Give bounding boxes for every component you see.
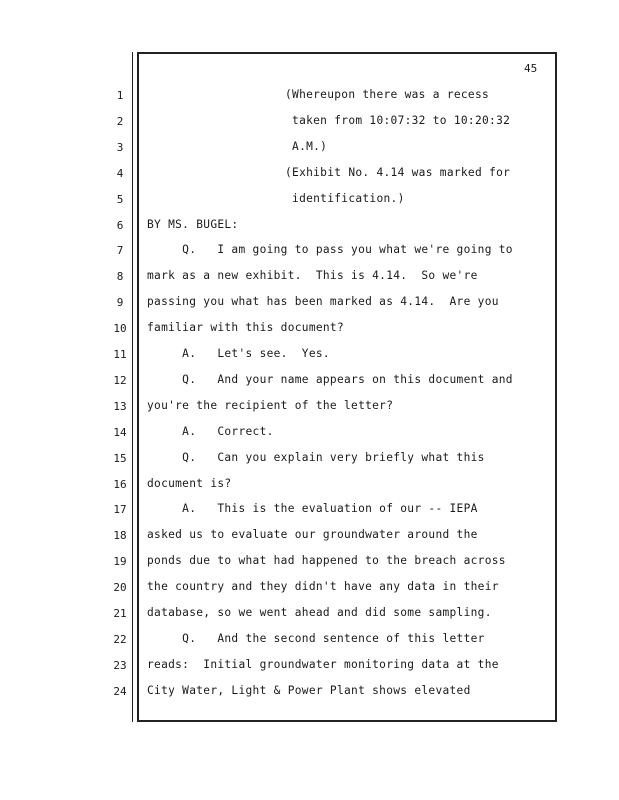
transcript-line: Q. Can you explain very briefly what this xyxy=(147,450,485,464)
transcript-line: the country and they didn't have any data in their xyxy=(147,580,499,594)
line-number: 20 xyxy=(113,581,127,595)
transcript-line: asked us to evaluate our groundwater around the xyxy=(147,528,478,542)
transcript-line: (Exhibit No. 4.14 was marked for xyxy=(285,165,511,179)
transcript-line: A. Let's see. Yes. xyxy=(147,347,330,360)
transcript-line: ponds due to what had happened to the breach across xyxy=(147,554,506,568)
line-number: 2 xyxy=(116,114,124,128)
line-number: 4 xyxy=(116,166,124,180)
transcript-line: familiar with this document? xyxy=(147,321,344,335)
transcript-page-frame xyxy=(137,52,557,722)
line-number: 24 xyxy=(113,684,127,698)
transcript-line: document is? xyxy=(147,476,232,490)
line-number: 11 xyxy=(113,348,127,361)
line-number: 21 xyxy=(113,607,127,620)
line-number: 13 xyxy=(113,399,127,413)
transcript-line: A.M.) xyxy=(285,139,328,153)
transcript-line: you're the recipient of the letter? xyxy=(147,398,394,412)
transcript-line: City Water, Light & Power Plant shows elevated xyxy=(147,683,471,697)
line-number: 22 xyxy=(113,632,127,646)
line-number: 9 xyxy=(116,296,124,310)
page-number: 45 xyxy=(524,62,538,75)
line-number: 14 xyxy=(113,425,127,439)
line-number: 7 xyxy=(116,244,124,258)
line-number: 10 xyxy=(113,322,127,336)
transcript-line: Q. And the second sentence of this letter xyxy=(147,631,485,645)
line-number: 1 xyxy=(116,89,124,102)
line-number: 23 xyxy=(113,658,127,672)
transcript-line: passing you what has been marked as 4.14. Are you xyxy=(147,295,499,309)
transcript-line: BY MS. BUGEL: xyxy=(147,217,239,231)
transcript-line: identification.) xyxy=(285,191,405,205)
line-number: 18 xyxy=(113,529,127,543)
line-number: 12 xyxy=(113,373,127,387)
transcript-line: A. Correct. xyxy=(147,424,274,438)
transcript-line: Q. And your name appears on this document and xyxy=(147,372,513,386)
transcript-line: (Whereupon there was a recess xyxy=(285,88,490,101)
transcript-line: database, so we went ahead and did some sampling. xyxy=(147,606,492,619)
line-number: 15 xyxy=(113,451,127,465)
line-number: 17 xyxy=(113,503,127,517)
transcript-line: A. This is the evaluation of our -- IEPA xyxy=(147,502,478,516)
line-number: 5 xyxy=(116,192,124,206)
line-number: 16 xyxy=(113,477,127,491)
line-number: 19 xyxy=(113,555,127,569)
line-number: 8 xyxy=(116,270,124,284)
transcript-line: reads: Initial groundwater monitoring data at the xyxy=(147,657,499,671)
transcript-line: Q. I am going to pass you what we're going to xyxy=(147,243,513,257)
transcript-line: taken from 10:07:32 to 10:20:32 xyxy=(285,113,511,127)
transcript-line: mark as a new exhibit. This is 4.14. So we're xyxy=(147,269,478,283)
line-number: 6 xyxy=(116,218,124,232)
line-number: 3 xyxy=(116,140,124,154)
